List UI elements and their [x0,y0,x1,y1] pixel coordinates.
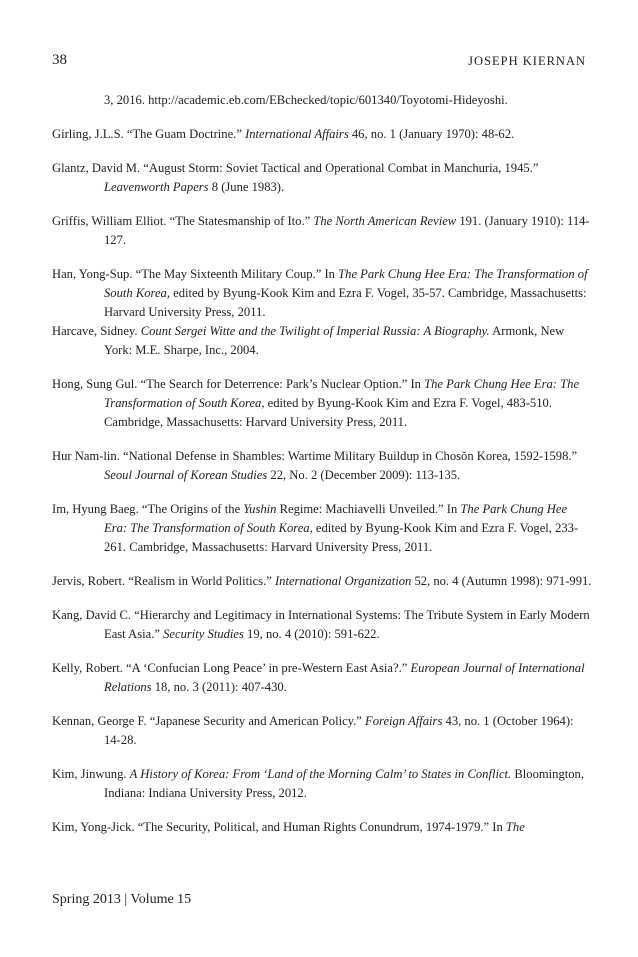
reference-text: 191. (January 1910): 114-127. [104,214,590,247]
reference-text: Im, Hyung Baeg. “The Origins of the [52,502,244,516]
reference-text: Glantz, David M. “August Storm: Soviet Tactical and Operational Combat in Manchuria, 1945.” [52,161,539,175]
running-header-author: JOSEPH KIERNAN [468,54,586,68]
reference-entry [52,818,592,837]
reference-text: 3, 2016. http://academic.eb.com/EBchecked/topic/601340/Toyotomi-Hideyoshi. [104,93,508,107]
reference-title-italic: Security Studies [163,627,244,641]
reference-title-italic: International Organization [274,574,412,588]
footer-issue: Spring 2013 | Volume 15 [52,892,192,907]
reference-text: 52, no. 4 (Autumn 1998): 971-991. [411,574,592,588]
reference-text: edited by Byung-Kook Kim and Ezra F. Vogel, 483-510. Cambridge, Massachusetts: Harvard University Press, 2011. [104,396,552,429]
reference-title-italic: Leavenworth Papers [104,180,209,194]
reference-title-italic: The Park Chung Hee Era: The Transformation of South Korea, [104,502,568,535]
reference-title-italic: The Park Chung Hee Era: The Transformation of South Korea, [104,267,588,300]
reference-entry [52,159,592,197]
reference-title-italic: A History of Korea: From ‘Land of the Morning Calm’ to States in Conflict. [129,767,512,781]
page-number: 38 [52,52,67,68]
reference-entry [52,212,592,250]
reference-text: Armonk, New York: M.E. Sharpe, Inc., 2004. [104,324,565,357]
reference-title-italic: Foreign Affairs [365,714,443,728]
reference-entry [52,712,592,750]
reference-text: Hong, Sung Gul. “The Search for Deterrence: Park’s Nuclear Option.” In [52,377,425,391]
reference-text: 19, no. 4 (2010): 591-622. [243,627,380,641]
reference-entry [52,125,592,144]
reference-title-italic: The [505,820,525,834]
reference-text: Kim, Jinwung. [52,767,130,781]
reference-entry [52,447,592,485]
reference-text: edited by Byung-Kook Kim and Ezra F. Vogel, 35-57. Cambridge, Massachusetts: Harvard University Press, 2011. [104,286,587,319]
reference-entry [52,500,592,557]
reference-text: 43, no. 1 (October 1964): 14-28. [104,714,574,747]
reference-entry [52,322,592,360]
reference-title-italic: Yushin [243,502,277,516]
reference-title-italic: The North American Review [313,214,457,228]
reference-text: 46, no. 1 (January 1970): 48-62. [348,127,515,141]
reference-text: Harcave, Sidney. [52,324,141,338]
reference-text: Kelly, Robert. “A ‘Confucian Long Peace’ in pre-Western East Asia?.” [52,661,411,675]
reference-text: Kang, David C. “Hierarchy and Legitimacy in International Systems: The Tribute System in Early Modern East Asia.” [52,608,590,641]
reference-entry [52,765,592,803]
reference-entry [52,606,592,644]
reference-text: Han, Yong-Sup. “The May Sixteenth Military Coup.” In [52,267,339,281]
reference-title-italic: Seoul Journal of Korean Studies [104,468,268,482]
reference-text: Kim, Yong-Jick. “The Security, Political, and Human Rights Conundrum, 1974-1979.” In [52,820,506,834]
reference-text: 18, no. 3 (2011): 407-430. [151,680,287,694]
reference-text: edited by Byung-Kook Kim and Ezra F. Vogel, 233-261. Cambridge, Massachusetts: Harvard University Press, 2011. [104,521,579,554]
reference-title-italic: The Park Chung Hee Era: The Transformation of South Korea, [104,377,580,410]
reference-text: Jervis, Robert. “Realism in World Politics.” [52,574,275,588]
reference-title-italic: Count Sergei Witte and the Twilight of Imperial Russia: A Biography. [140,324,490,338]
reference-text: Bloomington, Indiana: Indiana University Press, 2012. [104,767,584,800]
reference-list [52,91,592,852]
reference-entry [52,91,592,110]
reference-entry [52,659,592,697]
reference-text: 8 (June 1983). [208,180,285,194]
reference-title-italic: International Affairs [245,127,349,141]
reference-text: 22, No. 2 (December 2009): 113-135. [267,468,461,482]
reference-text: Griffis, William Elliot. “The Statesmanship of Ito.” [52,214,314,228]
reference-title-italic: European Journal of International Relations [104,661,585,694]
reference-text: Girling, J.L.S. “The Guam Doctrine.” [52,127,246,141]
reference-text: Hur Nam-lin. “National Defense in Shambles: Wartime Military Buildup in Chosŏn Korea, 1592-1598.” [52,449,578,463]
reference-entry [52,572,592,591]
reference-text: Regime: Machiavelli Unveiled.” In [276,502,461,516]
reference-entry [52,265,592,322]
reference-text: Kennan, George F. “Japanese Security and American Policy.” [52,714,366,728]
reference-entry [52,375,592,432]
